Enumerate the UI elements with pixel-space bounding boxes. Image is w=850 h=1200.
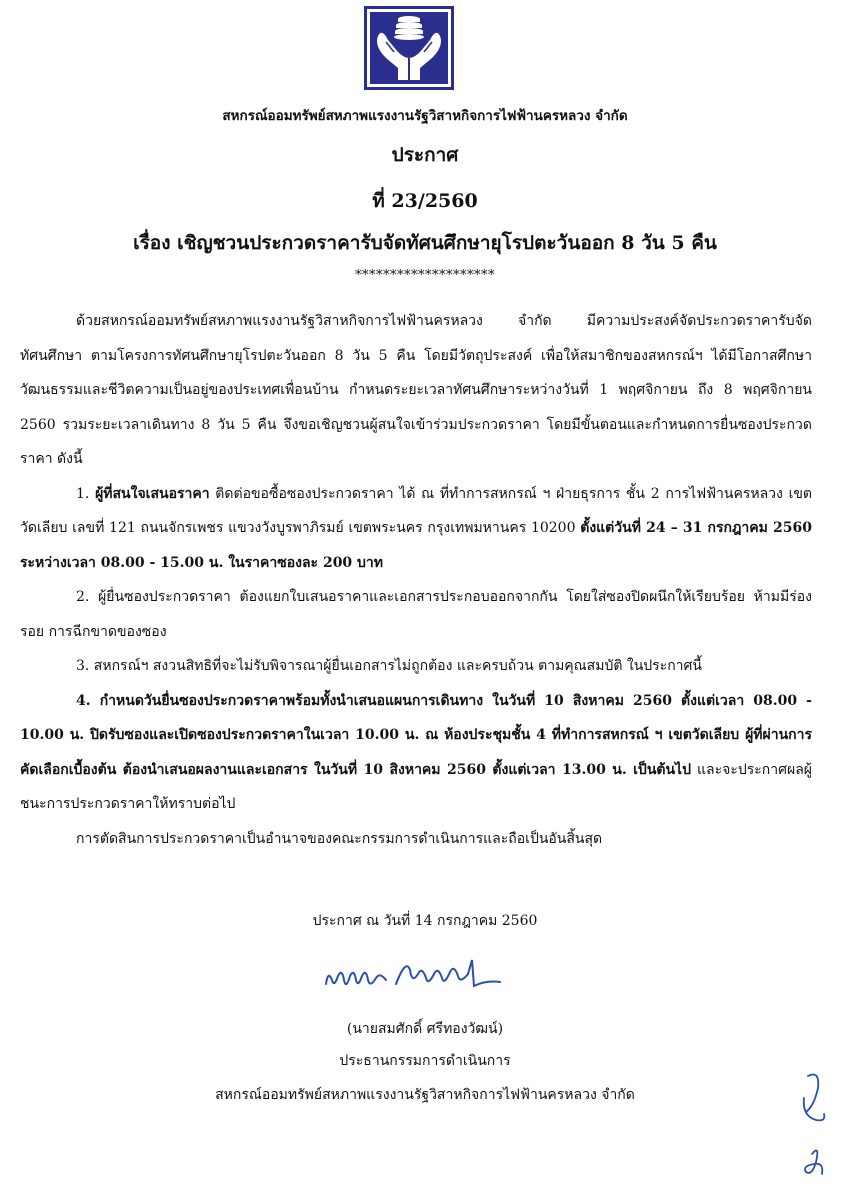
item-4 xyxy=(20,684,812,822)
item-1-text: ติดต่อขอซื้อซองประกวดราคา ได้ ณ ที่ทำการสหกรณ์ ฯ ฝ่ายธุรการ ชั้น 2 การไฟฟ้านครหลวง เขตวัดเลียบ เลขที่ 121 ถนนจักรเพชร แขวงวังบูรพาภิรมย์ เขตพระนคร กรุงเทพมหานคร 10200 xyxy=(20,485,813,536)
item-1-schedule: ตั้งแต่วันที่ 24 – 31 กรกฎาคม 2560 ระหว่างเวลา 08.00 - 15.00 น. ในราคาซองละ 200 บาท xyxy=(20,520,812,571)
intro-paragraph: ด้วยสหกรณ์ออมทรัพย์สหภาพแรงงานรัฐวิสาหกิจการไฟฟ้านครหลวง จำกัด มีความประสงค์จัดประกวดราคารับจัดทัศนศึกษา ตามโครงการทัศนศึกษายุโรปตะวันออก 8 วัน 5 คืน โดยมีวัตถุประสงค์ เพื่อให้สมาชิกของสหกรณ์ฯ ได้มีโอกาสศึกษาวัฒนธรรมและชีวิตความเป็นอยู่ของประเทศเพื่อนบ้าน กำหนดระยะเวลาทัศนศึกษาระหว่างวันที่ 1 พฤศจิกายน ถึง 8 พฤศจิกายน 2560 รวมระยะเวลาเดินทาง 8 วัน 5 คืน จึงขอเชิญชวนผู้สนใจเข้าร่วมประกวดราคา โดยมีขั้นตอนและกำหนดการยื่นซองประกวดราคา ดังนี้ xyxy=(20,313,812,467)
announcement-body xyxy=(20,304,812,856)
item-4-text: และจะประกาศผลผู้ชนะการประกวดราคาให้ทราบต่อไป xyxy=(20,761,812,812)
separator-line: ******************** xyxy=(355,268,495,283)
signatory-name: (นายสมศักดิ์ ศรีทองวัฒน์) xyxy=(346,1021,504,1037)
item-3: 3. สหกรณ์ฯ สงวนสิทธิที่จะไม่รับพิจารณาผู้ยื่นเอกสารไม่ถูกต้อง และครบถ้วน ตามคุณสมบัติ ในประกาศนี้ xyxy=(76,658,702,674)
announcement-date: ประกาศ ณ วันที่ 14 กรกฎาคม 2560 xyxy=(312,913,538,929)
signatory-organization: สหกรณ์ออมทรัพย์สหภาพแรงงานรัฐวิสาหกิจการไฟฟ้านครหลวง จำกัด xyxy=(215,1087,635,1103)
document-number: ที่ 23/2560 xyxy=(372,190,478,212)
document-subject: เรื่อง เชิญชวนประกวดราคารับจัดทัศนศึกษายุโรปตะวันออก 8 วัน 5 คืน xyxy=(133,232,717,254)
document-title: ประกาศ xyxy=(391,144,459,166)
signature-icon xyxy=(318,950,508,1000)
item-4-schedule: 4. กำหนดวันยื่นซองประกวดราคาพร้อมทั้งนำเสนอแผนการเดินทาง ในวันที่ 10 สิงหาคม 2560 ตั้งแต่เวลา 08.00 - 10.00 น. ปิดรับซองและเปิดซองประกวดราคาในเวลา 10.00 น. ณ ห้องประชุมชั้น 4 ที่ทำการสหกรณ์ ฯ เขตวัดเลียบ ผู้ที่ผ่านการคัดเลือกเบื้องต้น ต้องนำเสนอผลงานและเอกสาร ในวันที่ 10 สิงหาคม 2560 ตั้งแต่เวลา 13.00 น. เป็นต้นไป xyxy=(20,692,812,778)
item-1-heading: ผู้ที่สนใจเสนอราคา xyxy=(95,485,210,502)
item-2: 2. ผู้ยื่นซองประกวดราคา ต้องแยกใบเสนอราคาและเอกสารประกอบออกจากกัน โดยใส่ซองปิดผนึกให้เรียบร้อย ห้ามมีร่องรอย การฉีกขาดของซอง xyxy=(20,589,812,640)
organization-header: สหกรณ์ออมทรัพย์สหภาพแรงงานรัฐวิสาหกิจการไฟฟ้านครหลวง จำกัด xyxy=(222,108,628,124)
decision-paragraph: การตัดสินการประกวดราคาเป็นอำนาจของคณะกรรมการดำเนินการและถือเป็นอันสิ้นสุด xyxy=(76,830,603,847)
item-1 xyxy=(20,477,812,581)
item-1-number: 1. xyxy=(76,485,90,502)
margin-initials-icon xyxy=(790,1068,840,1184)
signatory-position: ประธานกรรมการดำเนินการ xyxy=(339,1053,511,1069)
cooperative-logo-icon xyxy=(364,6,454,90)
